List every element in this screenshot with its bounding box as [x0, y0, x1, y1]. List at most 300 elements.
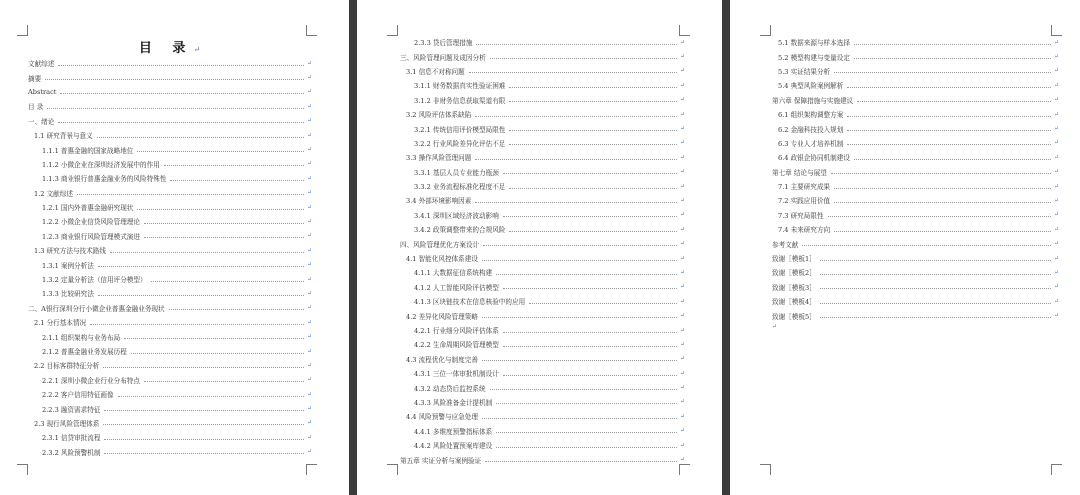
toc-entry-label: 4.3.2 动态贷后监控系统	[414, 384, 486, 393]
toc-entry[interactable]	[400, 208, 685, 222]
toc-entry[interactable]	[28, 272, 312, 286]
paragraph-mark-icon: ↵	[1053, 96, 1059, 104]
toc-entry[interactable]	[28, 373, 312, 387]
toc-entry[interactable]	[400, 121, 685, 135]
toc-entry[interactable]	[28, 344, 312, 358]
toc-entry[interactable]	[28, 301, 312, 315]
dot-leader	[802, 245, 1051, 246]
toc-entry-label: 1.3.2 定量分析法（信用评分模型）	[42, 276, 147, 285]
paragraph-mark-icon: ↵	[306, 203, 312, 211]
dot-leader	[828, 216, 1051, 217]
toc-entry[interactable]	[400, 380, 685, 394]
paragraph-mark-icon: ↵	[1053, 225, 1059, 233]
toc-entry[interactable]	[400, 107, 685, 121]
toc-entries-page-3	[772, 35, 1059, 323]
toc-entry[interactable]	[772, 251, 1059, 265]
toc-entry[interactable]	[400, 49, 685, 63]
toc-entry-label: 6.1 组织架构调整方案	[778, 111, 844, 120]
dot-leader	[503, 173, 677, 174]
toc-entry-label: 2.1.1 组织架构与业务布局	[42, 333, 121, 342]
dot-leader	[847, 144, 1051, 145]
dot-leader	[104, 410, 304, 411]
toc-entry-label: 6.2 金融科技投入规划	[778, 125, 844, 134]
toc-entry-label: 摘要	[28, 74, 42, 83]
toc-entry-label: 4.2 差异化风险管理策略	[406, 312, 478, 321]
paragraph-mark-icon: ↵	[679, 384, 685, 392]
toc-entry[interactable]	[400, 337, 685, 351]
toc-entry[interactable]	[772, 78, 1059, 92]
dot-leader	[496, 432, 677, 433]
paragraph-mark-icon: ↵	[679, 369, 685, 377]
paragraph-mark-icon: ↵	[306, 419, 312, 427]
dot-leader	[503, 288, 677, 289]
toc-entry-label: 6.4 政银企协同机制建设	[778, 154, 850, 163]
dot-leader	[469, 72, 677, 73]
toc-entry[interactable]	[28, 315, 312, 329]
dot-leader	[509, 231, 677, 232]
toc-entry[interactable]	[28, 243, 312, 257]
toc-entry-label: 4.4 风险预警与应急处理	[406, 413, 478, 422]
dot-leader	[137, 151, 304, 152]
toc-entry[interactable]	[772, 93, 1059, 107]
dot-leader	[820, 260, 1051, 261]
toc-entry[interactable]	[400, 179, 685, 193]
toc-entry-label: 3.2.1 传统信用评价模型局限性	[414, 125, 506, 134]
paragraph-mark-icon: ↵	[306, 433, 312, 441]
paragraph-mark-icon: ↵	[1053, 110, 1059, 118]
toc-entry[interactable]	[28, 416, 312, 430]
toc-entry[interactable]	[400, 236, 685, 250]
toc-entry-label: 7.2 实践应用价值	[778, 197, 831, 206]
toc-entry-label: 5.1 数据来源与样本选择	[778, 39, 850, 48]
toc-entry-label: 2.2.1 深圳小微企业行业分布特点	[42, 376, 140, 385]
paragraph-mark-icon: ↵	[772, 323, 778, 330]
dot-leader	[118, 396, 304, 397]
toc-entry[interactable]	[400, 165, 685, 179]
dot-leader	[490, 58, 677, 59]
margin-corner-bottom-right	[1051, 464, 1062, 475]
dot-leader	[503, 375, 677, 376]
paragraph-mark-icon: ↵	[306, 304, 312, 312]
toc-entry[interactable]	[400, 251, 685, 265]
dot-leader	[110, 252, 304, 253]
toc-entry[interactable]	[28, 329, 312, 343]
paragraph-mark-icon: ↵	[679, 196, 685, 204]
dot-leader	[482, 317, 677, 318]
dot-leader	[529, 303, 677, 304]
paragraph-mark-icon: ↵	[679, 240, 685, 248]
document-page-2[interactable]	[357, 0, 722, 495]
dot-leader	[496, 403, 677, 404]
dot-leader	[77, 194, 304, 195]
toc-entry[interactable]	[772, 165, 1059, 179]
paragraph-mark-icon: ↵	[679, 412, 685, 420]
toc-entry-label: 2.1.2 普惠金融业务发展历程	[42, 348, 127, 356]
toc-entry[interactable]	[772, 49, 1059, 63]
toc-entry-label: 1.2.1 国内外普惠金融研究现状	[42, 204, 134, 213]
dot-leader	[60, 93, 304, 94]
toc-entry[interactable]	[28, 387, 312, 401]
dot-leader	[103, 367, 304, 368]
paragraph-mark-icon: ↵	[306, 275, 312, 283]
paragraph-mark-icon: ↵	[679, 153, 685, 161]
dot-leader	[482, 418, 677, 419]
toc-entry[interactable]	[400, 294, 685, 308]
paragraph-mark-icon: ↵	[306, 289, 312, 297]
toc-entry-label: 4.3.3 风险准备金计提机制	[414, 398, 493, 407]
toc-entry[interactable]	[772, 222, 1059, 236]
toc-entry-label: 致谢［模板2］	[772, 269, 816, 278]
toc-entry-label: 3.4.1 深圳区域经济波动影响	[414, 211, 499, 220]
toc-entry-label: 三、风险管理问题及成因分析	[400, 53, 486, 62]
toc-entry[interactable]	[772, 136, 1059, 150]
toc-entry[interactable]	[28, 286, 312, 300]
dot-leader	[475, 159, 677, 160]
paragraph-mark-icon: ↵	[679, 441, 685, 449]
dot-leader	[482, 260, 677, 261]
toc-entry-label: 3.3 操作风险管理问题	[406, 154, 472, 163]
paragraph-mark-icon: ↵	[679, 96, 685, 104]
toc-entry-label: 第五章 实证分析与案例验证	[400, 456, 482, 465]
toc-entry-label: 3.3.2 业务流程标准化程度不足	[414, 183, 506, 192]
toc-entry[interactable]	[400, 366, 685, 380]
dot-leader	[847, 116, 1051, 117]
toc-entry-label: 致谢［模板4］	[772, 298, 816, 307]
toc-entry-label: 第六章 保障措施与实施建议	[772, 96, 854, 105]
dot-leader	[857, 101, 1051, 102]
dot-leader	[820, 317, 1051, 318]
toc-entry[interactable]	[400, 438, 685, 452]
toc-entry[interactable]	[400, 93, 685, 107]
paragraph-mark-icon: ↵	[306, 246, 312, 254]
toc-entry[interactable]	[400, 308, 685, 322]
toc-entry-label: 一、绪论	[28, 117, 55, 126]
dot-leader	[97, 137, 304, 138]
toc-entry-label: 第七章 结论与展望	[772, 168, 827, 177]
margin-corner-bottom-left	[387, 464, 398, 475]
margin-corner-top-left	[760, 25, 771, 36]
paragraph-mark-icon: ↵	[679, 340, 685, 348]
toc-entry-label: 文献综述	[28, 60, 55, 69]
dot-leader	[496, 274, 677, 275]
toc-entry-label: 3.1 信息不对称问题	[406, 67, 465, 76]
dot-leader	[58, 122, 304, 123]
paragraph-mark-icon: ↵	[679, 297, 685, 305]
toc-entry[interactable]	[400, 352, 685, 366]
dot-leader	[483, 245, 677, 246]
dot-leader	[834, 188, 1051, 189]
document-page-1[interactable]	[0, 0, 349, 495]
toc-entry[interactable]	[772, 308, 1059, 322]
toc-entry-label: 致谢［模板5］	[772, 312, 816, 321]
toc-entry[interactable]	[28, 358, 312, 372]
toc-entry-label: Abstract	[28, 87, 57, 96]
dot-leader	[104, 439, 304, 440]
paragraph-mark-icon: ↵	[306, 117, 312, 125]
paragraph-mark-icon: ↵	[1053, 268, 1059, 276]
dot-leader	[103, 424, 304, 425]
paragraph-mark-icon: ↵	[1053, 297, 1059, 305]
toc-entry-label: 4.3.1 三位一体审批机制设计	[414, 370, 499, 379]
dot-leader	[820, 288, 1051, 289]
toc-entry-label: 4.2.1 行业细分风险评估体系	[414, 327, 499, 335]
paragraph-mark-icon: ↵	[306, 160, 312, 168]
dot-leader	[834, 231, 1051, 232]
paragraph-mark-icon: ↵	[679, 326, 685, 334]
paragraph-mark-icon: ↵	[306, 102, 312, 110]
toc-entry[interactable]	[400, 265, 685, 279]
paragraph-mark-icon: ↵	[679, 38, 685, 46]
paragraph-mark-icon: ↵	[1053, 125, 1059, 133]
paragraph-mark-icon: ↵	[679, 268, 685, 276]
paragraph-mark-icon: ↵	[306, 232, 312, 240]
dot-leader	[503, 216, 677, 217]
paragraph-mark-icon: ↵	[306, 405, 312, 413]
paragraph-mark-icon: ↵	[1053, 182, 1059, 190]
dot-leader	[485, 461, 677, 462]
toc-entry-label: 3.4.2 政策调整带来的合规风险	[414, 226, 506, 235]
paragraph-mark-icon: ↵	[306, 448, 312, 456]
paragraph-mark-icon: ↵	[306, 361, 312, 369]
dot-leader	[137, 209, 304, 210]
dot-leader	[496, 447, 677, 448]
toc-entry[interactable]	[28, 171, 312, 185]
toc-entry[interactable]	[772, 265, 1059, 279]
toc-entry-label: 4.1.2 人工智能风险评估模型	[414, 283, 499, 292]
toc-entry[interactable]	[400, 193, 685, 207]
toc-entry[interactable]	[772, 150, 1059, 164]
toc-entry-label: 2.3.2 风险预警机制	[42, 448, 101, 457]
dot-leader	[509, 87, 677, 88]
dot-leader	[98, 266, 304, 267]
dot-leader	[834, 72, 1051, 73]
paragraph-mark-icon: ↵	[679, 53, 685, 61]
toc-entry-label: 4.1.3 区块链技术在信息核验中的应用	[414, 298, 526, 307]
dot-leader	[475, 116, 677, 117]
paragraph-mark-icon: ↵	[679, 168, 685, 176]
toc-entry-label: 4.4.1 多维度预警指标体系	[414, 427, 493, 436]
toc-entry[interactable]	[28, 214, 312, 228]
margin-corner-top-right	[306, 25, 317, 36]
toc-entry-label: 目 录	[28, 103, 44, 112]
dot-leader	[854, 58, 1051, 59]
toc-entry-label: 2.2.2 客户信用特征画像	[42, 391, 114, 400]
paragraph-mark-icon: ↵	[306, 217, 312, 225]
toc-entry[interactable]	[400, 150, 685, 164]
dot-leader	[509, 144, 677, 145]
toc-entry-label: 7.1 主要研究成果	[778, 183, 831, 192]
paragraph-mark-icon: ↵	[1053, 211, 1059, 219]
toc-entry[interactable]	[400, 323, 685, 337]
toc-entry-label: 7.4 未来研究方向	[778, 226, 831, 235]
margin-corner-bottom-left	[760, 464, 771, 475]
toc-entry[interactable]	[400, 35, 685, 49]
toc-entry[interactable]	[400, 78, 685, 92]
toc-entry-label: 1.1.3 商业银行普惠金融业务的风险特殊性	[42, 175, 167, 184]
toc-entry-label: 4.1 智能化风控体系建设	[406, 255, 478, 264]
paragraph-mark-icon: ↵	[679, 254, 685, 262]
toc-entry[interactable]	[28, 70, 312, 84]
toc-entry[interactable]	[400, 409, 685, 423]
toc-entry[interactable]	[28, 85, 312, 99]
paragraph-mark-icon: ↵	[306, 376, 312, 384]
page-gap-1	[349, 0, 357, 495]
dot-leader	[482, 360, 677, 361]
toc-entries-page-1	[28, 56, 312, 459]
paragraph-mark-icon: ↵	[679, 67, 685, 75]
toc-entry-label: 3.1.1 财务数据真实性验证困难	[414, 82, 506, 91]
dot-leader	[820, 303, 1051, 304]
toc-title-text: 目 录	[138, 41, 194, 56]
dot-leader	[509, 130, 677, 131]
dot-leader	[164, 165, 304, 166]
toc-entry-label: 1.2.2 小微企业信贷风险管理理论	[42, 218, 140, 227]
toc-entry[interactable]	[400, 136, 685, 150]
toc-entry[interactable]	[400, 64, 685, 78]
margin-corner-top-left	[387, 25, 398, 36]
margin-corner-bottom-left	[17, 464, 28, 475]
toc-entry[interactable]	[28, 200, 312, 214]
toc-entry[interactable]	[400, 280, 685, 294]
toc-entry[interactable]	[400, 395, 685, 409]
dot-leader	[144, 237, 304, 238]
toc-entry[interactable]	[772, 64, 1059, 78]
toc-entry-label: 3.4 外部环境影响因素	[406, 197, 472, 206]
dot-leader	[169, 309, 304, 310]
toc-entry-label: 5.2 模型构建与变量设定	[778, 53, 850, 62]
dot-leader	[104, 453, 304, 454]
paragraph-mark-icon: ↵	[1053, 67, 1059, 75]
toc-entry[interactable]	[28, 445, 312, 459]
toc-entry[interactable]	[28, 401, 312, 415]
paragraph-mark-icon: ↵	[679, 456, 685, 464]
paragraph-mark-icon: ↵	[1053, 38, 1059, 46]
paragraph-mark-icon: ↵	[1053, 81, 1059, 89]
dot-leader	[144, 223, 304, 224]
margin-corner-bottom-right	[306, 464, 317, 475]
paragraph-mark-icon: ↵	[679, 125, 685, 133]
toc-entry-label: 5.4 典型风险案例解析	[778, 82, 844, 91]
paragraph-mark-icon: ↵	[306, 174, 312, 182]
toc-entry-label: 1.2 文献综述	[34, 189, 73, 198]
paragraph-mark-icon: ↵	[306, 189, 312, 197]
toc-entry[interactable]	[28, 142, 312, 156]
toc-entry-label: 四、风险管理优化方案设计	[400, 240, 480, 249]
toc-entry[interactable]	[772, 35, 1059, 49]
paragraph-mark-icon: ↵	[306, 318, 312, 326]
dot-leader	[131, 353, 304, 354]
toc-entry-label: 3.2 风险评估体系缺陷	[406, 111, 472, 120]
dot-leader	[124, 338, 304, 339]
toc-entry[interactable]	[28, 114, 312, 128]
paragraph-mark-icon: ↵	[306, 131, 312, 139]
toc-entry-label: 致谢［模板3］	[772, 283, 816, 292]
toc-entry-label: 2.3 现行风险管理体系	[34, 419, 100, 428]
paragraph-mark-icon: ↵	[306, 333, 312, 341]
paragraph-mark-icon: ↵	[1053, 254, 1059, 262]
toc-entry[interactable]	[772, 208, 1059, 222]
toc-entry[interactable]	[772, 280, 1059, 294]
toc-entry-label: 2.3.3 贷后管理措施	[414, 39, 473, 48]
toc-entry-label: 4.1.1 大数据征信系统构建	[414, 269, 493, 278]
paragraph-mark-icon: ↵	[1053, 312, 1059, 320]
page-gap-2	[722, 0, 730, 495]
dot-leader	[509, 188, 677, 189]
dot-leader	[45, 79, 304, 80]
toc-entry-label: 4.4.2 风险处置预案库建设	[414, 442, 493, 451]
toc-entries-page-2	[400, 35, 685, 467]
toc-entry[interactable]	[28, 430, 312, 444]
paragraph-mark-icon: ↵	[306, 146, 312, 154]
paragraph-mark-icon: ↵	[679, 110, 685, 118]
toc-entry-label: 致谢［模板1］	[772, 255, 816, 264]
toc-entry[interactable]	[28, 56, 312, 70]
paragraph-mark-icon: ↵	[679, 81, 685, 89]
paragraph-mark-icon: ↵	[679, 225, 685, 233]
toc-entry[interactable]	[772, 107, 1059, 121]
toc-entry[interactable]	[28, 157, 312, 171]
paragraph-mark-icon: ↵	[1053, 168, 1059, 176]
toc-entry[interactable]	[772, 179, 1059, 193]
dot-leader	[490, 389, 677, 390]
dot-leader	[475, 202, 677, 203]
toc-entry[interactable]	[28, 128, 312, 142]
dot-leader	[90, 324, 304, 325]
paragraph-mark-icon: ↵	[306, 390, 312, 398]
toc-entry-label: 1.1.2 小微企业在深圳经济发展中的作用	[42, 160, 160, 169]
toc-entry[interactable]	[28, 229, 312, 243]
toc-entry-label: 3.1.2 非财务信息获取渠道有限	[414, 96, 506, 105]
paragraph-mark-icon: ↵	[306, 74, 312, 82]
toc-entry[interactable]	[772, 193, 1059, 207]
dot-leader	[98, 295, 304, 296]
toc-entry-label: 1.2.3 商业银行风险管理模式演进	[42, 232, 140, 241]
toc-entry-label: 二、A银行深圳分行小微企业普惠金融业务现状	[28, 304, 165, 313]
dot-leader	[820, 274, 1051, 275]
document-page-3[interactable]	[730, 0, 1080, 495]
toc-entry-label: 2.2 目标客群特征分析	[34, 362, 100, 371]
toc-entry[interactable]	[400, 452, 685, 466]
paragraph-mark-icon: ↵	[306, 347, 312, 355]
toc-entry[interactable]	[28, 186, 312, 200]
toc-entry[interactable]	[400, 222, 685, 236]
toc-entry-label: 1.1.1 普惠金融的国家战略地位	[42, 146, 134, 155]
dot-leader	[476, 44, 677, 45]
toc-entry-label: 1.1 研究背景与意义	[34, 132, 93, 141]
dot-leader	[854, 44, 1051, 45]
toc-entry[interactable]	[772, 294, 1059, 308]
toc-entry[interactable]	[400, 424, 685, 438]
dot-leader	[831, 173, 1051, 174]
paragraph-mark-icon: ↵	[679, 312, 685, 320]
toc-entry-label: 2.2.3 融资需求特征	[42, 405, 101, 414]
toc-entry[interactable]	[28, 99, 312, 113]
toc-entry-label: 3.3.1 基层人员专业能力瓶颈	[414, 168, 499, 177]
toc-entry[interactable]	[28, 257, 312, 271]
dot-leader	[503, 346, 677, 347]
dot-leader	[170, 180, 304, 181]
dot-leader	[847, 87, 1051, 88]
dot-leader	[847, 130, 1051, 131]
toc-entry[interactable]	[772, 236, 1059, 250]
paragraph-mark-icon: ↵	[1053, 139, 1059, 147]
toc-entry-label: 参考文献	[772, 240, 799, 249]
toc-entry-label: 7.3 研究局限性	[778, 211, 824, 220]
toc-entry-label: 1.3.3 比较研究法	[42, 290, 94, 299]
toc-entry-label: 1.3 研究方法与技术路线	[34, 247, 106, 256]
dot-leader	[144, 381, 304, 382]
toc-entry[interactable]	[772, 121, 1059, 135]
